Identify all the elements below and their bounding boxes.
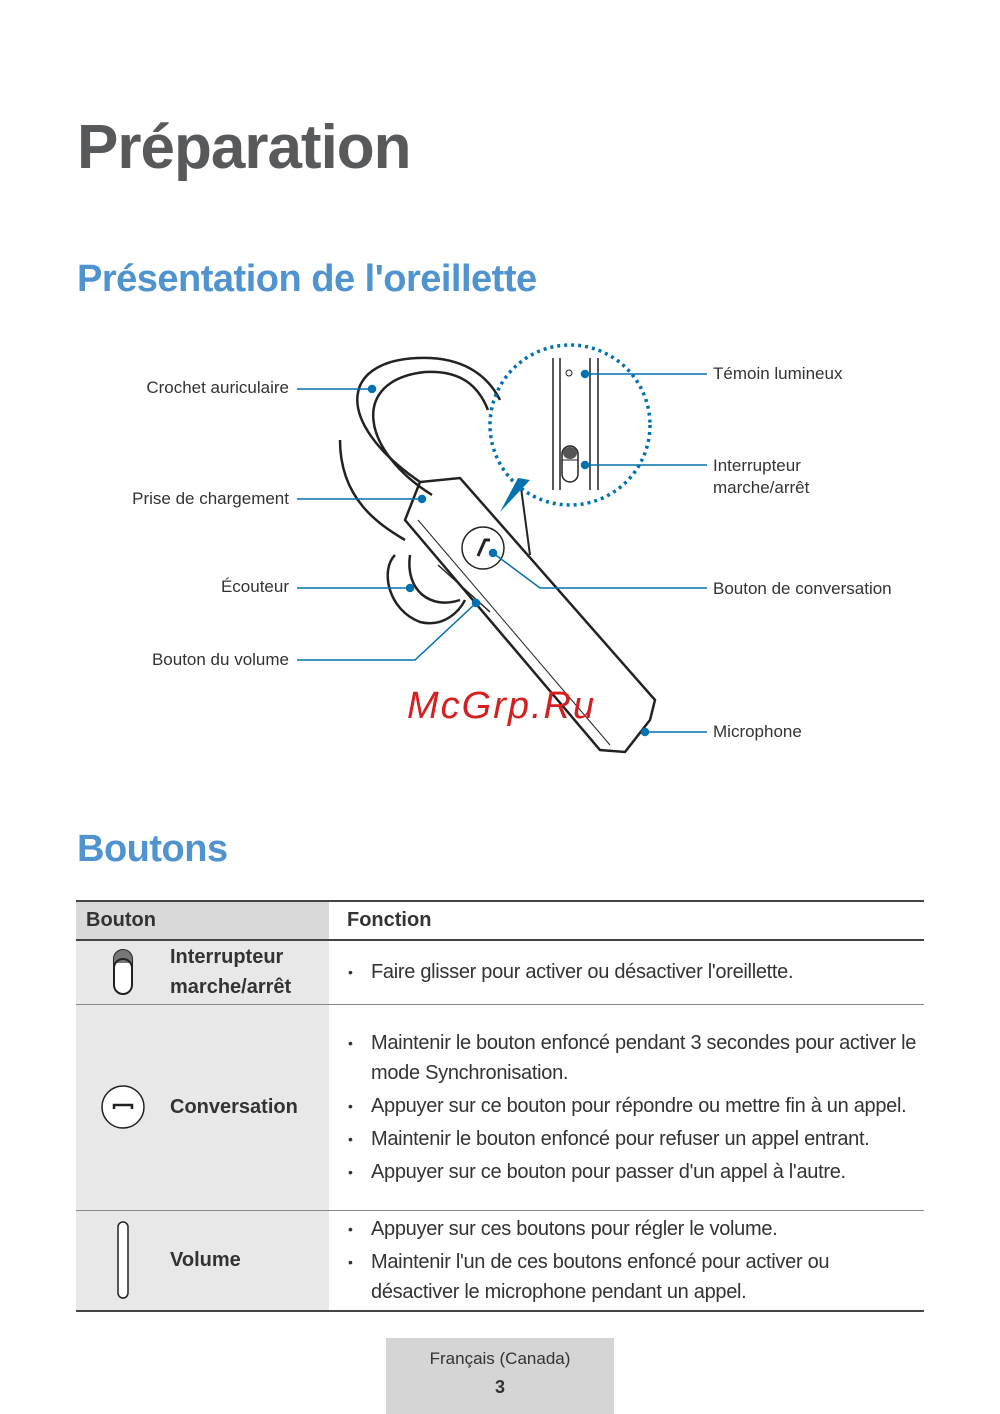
table-row (76, 940, 924, 1004)
function-item: • Appuyer sur ces boutons pour régler le volume. (371, 1214, 920, 1244)
function-item: • Appuyer sur ce bouton pour répondre ou mettre fin à un appel. (371, 1091, 920, 1121)
volume-button-icon (76, 1220, 170, 1300)
table-header (76, 901, 924, 940)
button-name: Volume (170, 1249, 241, 1271)
header-function: Fonction (329, 901, 924, 940)
function-item: • Maintenir le bouton enfoncé pour refuser un appel entrant. (371, 1124, 920, 1154)
label-power-line2: marche/arrêt (713, 478, 810, 497)
section-heading-buttons: Boutons (77, 828, 228, 870)
page-footer (386, 1338, 614, 1414)
button-name-line2: marche/arrêt (170, 976, 292, 999)
buttons-table (76, 900, 924, 1312)
table-row (76, 1004, 924, 1210)
label-talk: Bouton de conversation (713, 579, 892, 598)
label-volume: Bouton du volume (151, 650, 289, 669)
function-item: • Maintenir l'un de ces boutons enfoncé pour activer ou désactiver le microphone pendant un appel. (371, 1247, 920, 1307)
zoom-circle (490, 345, 650, 505)
label-mic: Microphone (713, 722, 802, 741)
header-button: Bouton (76, 901, 329, 940)
button-name: Conversation (170, 1096, 298, 1118)
power-switch-icon (76, 948, 170, 996)
footer-language: Français (Canada) (429, 1349, 571, 1368)
function-item: • Faire glisser pour activer ou désactiver l'oreillette. (371, 957, 920, 987)
watermark: McGrp.Ru (407, 685, 597, 727)
label-power-line1: Interrupteur (713, 456, 801, 475)
callout-lines (297, 371, 707, 736)
page-title: Préparation (77, 113, 411, 182)
talk-button-icon (76, 1084, 170, 1130)
button-name: Interrupteur (170, 946, 284, 969)
zoom-arrow-icon (500, 478, 530, 512)
table-row (76, 1210, 924, 1311)
label-charging-port: Prise de chargement (132, 489, 289, 508)
label-indicator: Témoin lumineux (713, 364, 843, 383)
function-item: • Maintenir le bouton enfoncé pendant 3 secondes pour activer le mode Synchronisation. (371, 1028, 920, 1088)
page-number: 3 (494, 1377, 505, 1397)
section-heading-overview: Présentation de l'oreillette (77, 258, 537, 300)
label-ear-hook: Crochet auriculaire (146, 378, 289, 397)
function-item: • Appuyer sur ce bouton pour passer d'un appel à l'autre. (371, 1157, 920, 1187)
label-earpiece: Écouteur (220, 577, 289, 596)
